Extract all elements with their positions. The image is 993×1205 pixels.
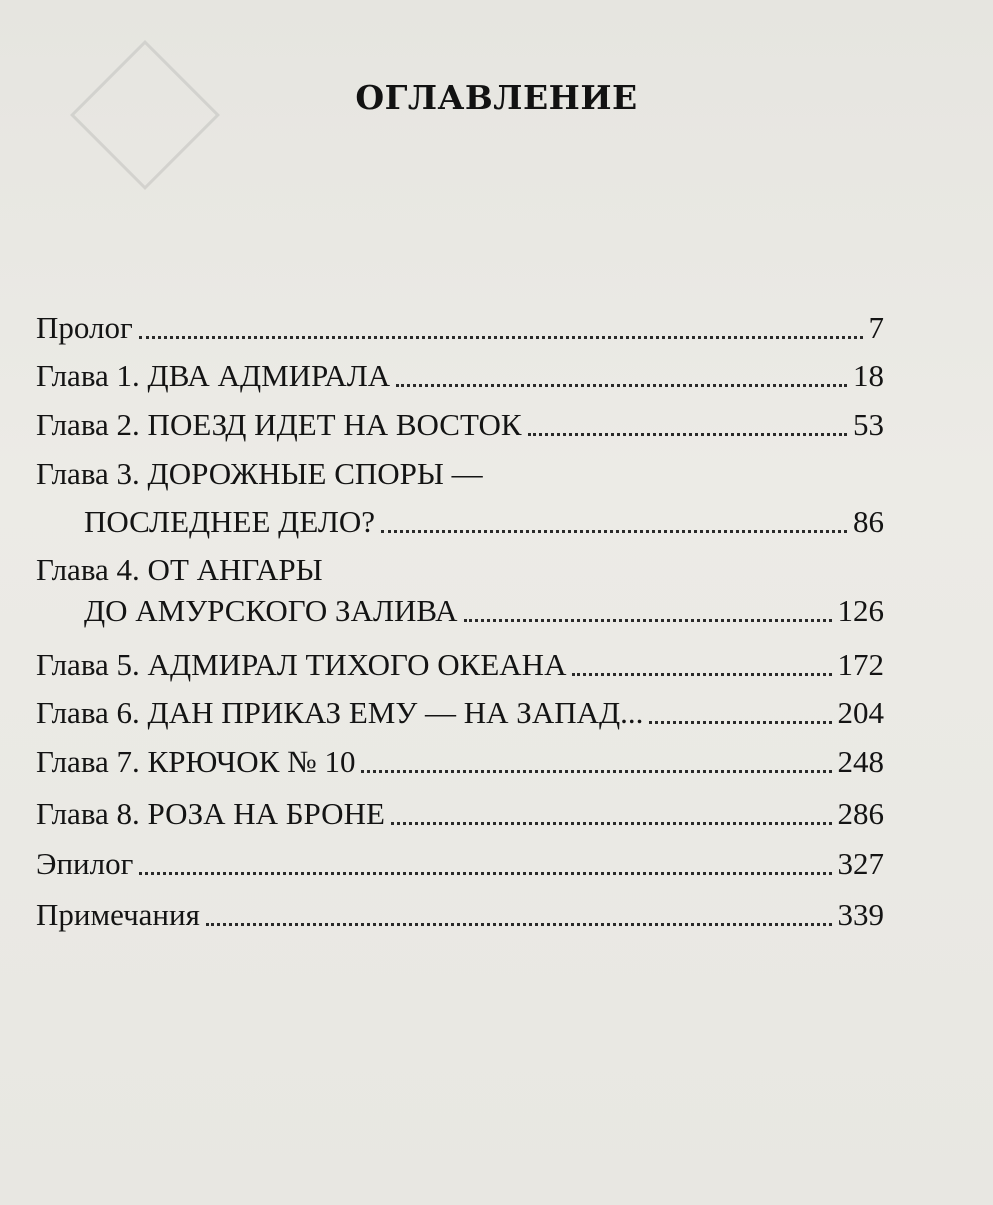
toc-item-label: ПОСЛЕДНЕЕ ДЕЛО? — [84, 504, 376, 539]
toc-item-label: Эпилог — [36, 846, 134, 881]
dot-leader — [528, 432, 847, 436]
dot-leader — [649, 720, 831, 724]
toc-item-page: 286 — [837, 796, 884, 831]
dot-leader — [361, 769, 831, 773]
dot-leader — [206, 922, 832, 926]
toc-item-chapter-3[interactable] — [36, 503, 884, 541]
toc-item-chapter-5[interactable] — [36, 646, 884, 684]
dot-leader — [396, 383, 847, 387]
toc-item-page: 126 — [837, 593, 884, 628]
toc-item-page: 204 — [837, 695, 884, 730]
toc-item-chapter-6[interactable] — [36, 694, 884, 732]
toc-item-label: Глава 7. КРЮЧОК № 10 — [36, 744, 356, 779]
toc-item-prologue[interactable] — [36, 309, 884, 347]
dot-leader — [391, 821, 832, 825]
toc-item-label: ДО АМУРСКОГО ЗАЛИВА — [84, 593, 458, 628]
dot-leader — [139, 871, 831, 875]
toc-item-page: 18 — [853, 358, 884, 393]
toc-item-chapter-4-line-1[interactable]: Глава 4. ОТ АНГАРЫ — [36, 552, 323, 587]
dot-leader — [464, 618, 832, 622]
toc-item-chapter-7[interactable] — [36, 743, 884, 781]
dot-leader — [139, 335, 863, 339]
toc-item-chapter-8[interactable] — [36, 795, 884, 833]
toc-item-page: 172 — [837, 647, 884, 682]
toc-item-chapter-2[interactable] — [36, 406, 884, 444]
toc-item-page: 86 — [853, 504, 884, 539]
toc-item-label: Глава 1. ДВА АДМИРАЛА — [36, 358, 391, 393]
toc-item-page: 339 — [837, 897, 884, 932]
toc-item-epilogue[interactable] — [36, 845, 884, 883]
toc-item-label: Глава 2. ПОЕЗД ИДЕТ НА ВОСТОК — [36, 407, 522, 442]
toc-item-label: Глава 6. ДАН ПРИКАЗ ЕМУ — НА ЗАПАД... — [36, 695, 644, 730]
toc-item-page: 53 — [853, 407, 884, 442]
toc-item-notes[interactable] — [36, 896, 884, 934]
toc-item-chapter-4[interactable] — [36, 592, 884, 630]
toc-item-label: Глава 5. АДМИРАЛ ТИХОГО ОКЕАНА — [36, 647, 567, 682]
dot-leader — [381, 529, 847, 533]
toc-item-chapter-3-line-1[interactable]: Глава 3. ДОРОЖНЫЕ СПОРЫ — — [36, 456, 483, 491]
toc-item-label: Примечания — [36, 897, 200, 932]
dot-leader — [572, 672, 831, 676]
toc-item-page: 248 — [837, 744, 884, 779]
toc-item-chapter-1[interactable] — [36, 357, 884, 395]
page-title: ОГЛАВЛЕНИЕ — [355, 78, 638, 117]
toc-item-label: Пролог — [36, 310, 133, 345]
bleedthrough-text — [250, 205, 278, 237]
toc-item-label: Глава 8. РОЗА НА БРОНЕ — [36, 796, 385, 831]
toc-item-page: 7 — [868, 310, 884, 345]
toc-item-page: 327 — [837, 846, 884, 881]
